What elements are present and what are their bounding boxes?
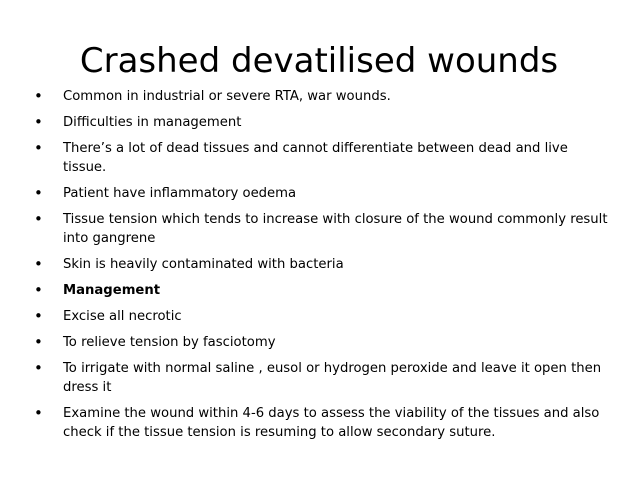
bullet-icon: • [34,139,43,157]
bullet-icon: • [34,184,43,202]
bullet-item [34,87,614,106]
bullet-item [34,333,614,352]
bullet-item [34,307,614,326]
bullet-icon: • [34,255,43,273]
bullet-text: To relieve tension by fasciotomy [63,335,276,350]
bullet-item [34,210,614,248]
bullet-heading-text: Management [63,283,161,298]
bullet-text: Patient have inflammatory oedema [63,186,297,201]
bullet-text: Tissue tension which tends to increase with closure of the wound commonly result into gangrene [63,212,608,246]
bullet-item [34,255,614,274]
bullet-text: Excise all necrotic [63,309,182,324]
bullet-item [34,113,614,132]
bullet-text: Difficulties in management [63,115,242,130]
bullet-icon: • [34,307,43,325]
bullet-item [34,404,614,442]
bullet-icon: • [34,359,43,377]
bullet-text: Common in industrial or severe RTA, war wounds. [63,89,391,104]
bullet-icon: • [34,333,43,351]
bullet-text: There’s a lot of dead tissues and cannot differentiate between dead and live tissue. [63,141,568,175]
bullet-text: Examine the wound within 4-6 days to assess the viability of the tissues and also check if the tissue tension is resuming to allow secondary suture. [63,406,600,440]
bullet-icon: • [34,281,43,299]
bullet-text: To irrigate with normal saline , eusol or hydrogen peroxide and leave it open then dress it [63,361,602,395]
bullet-icon: • [34,87,43,105]
bullet-item [34,184,614,203]
bullet-icon: • [34,404,43,422]
bullet-icon: • [34,210,43,228]
bullet-item-heading [34,281,614,300]
bullet-text: Skin is heavily contaminated with bacteria [63,257,344,272]
bullet-icon: • [34,113,43,131]
bullet-item [34,139,614,177]
bullet-item [34,359,614,397]
bullet-list [34,87,614,449]
slide-title: Crashed devatilised wounds [79,41,559,81]
